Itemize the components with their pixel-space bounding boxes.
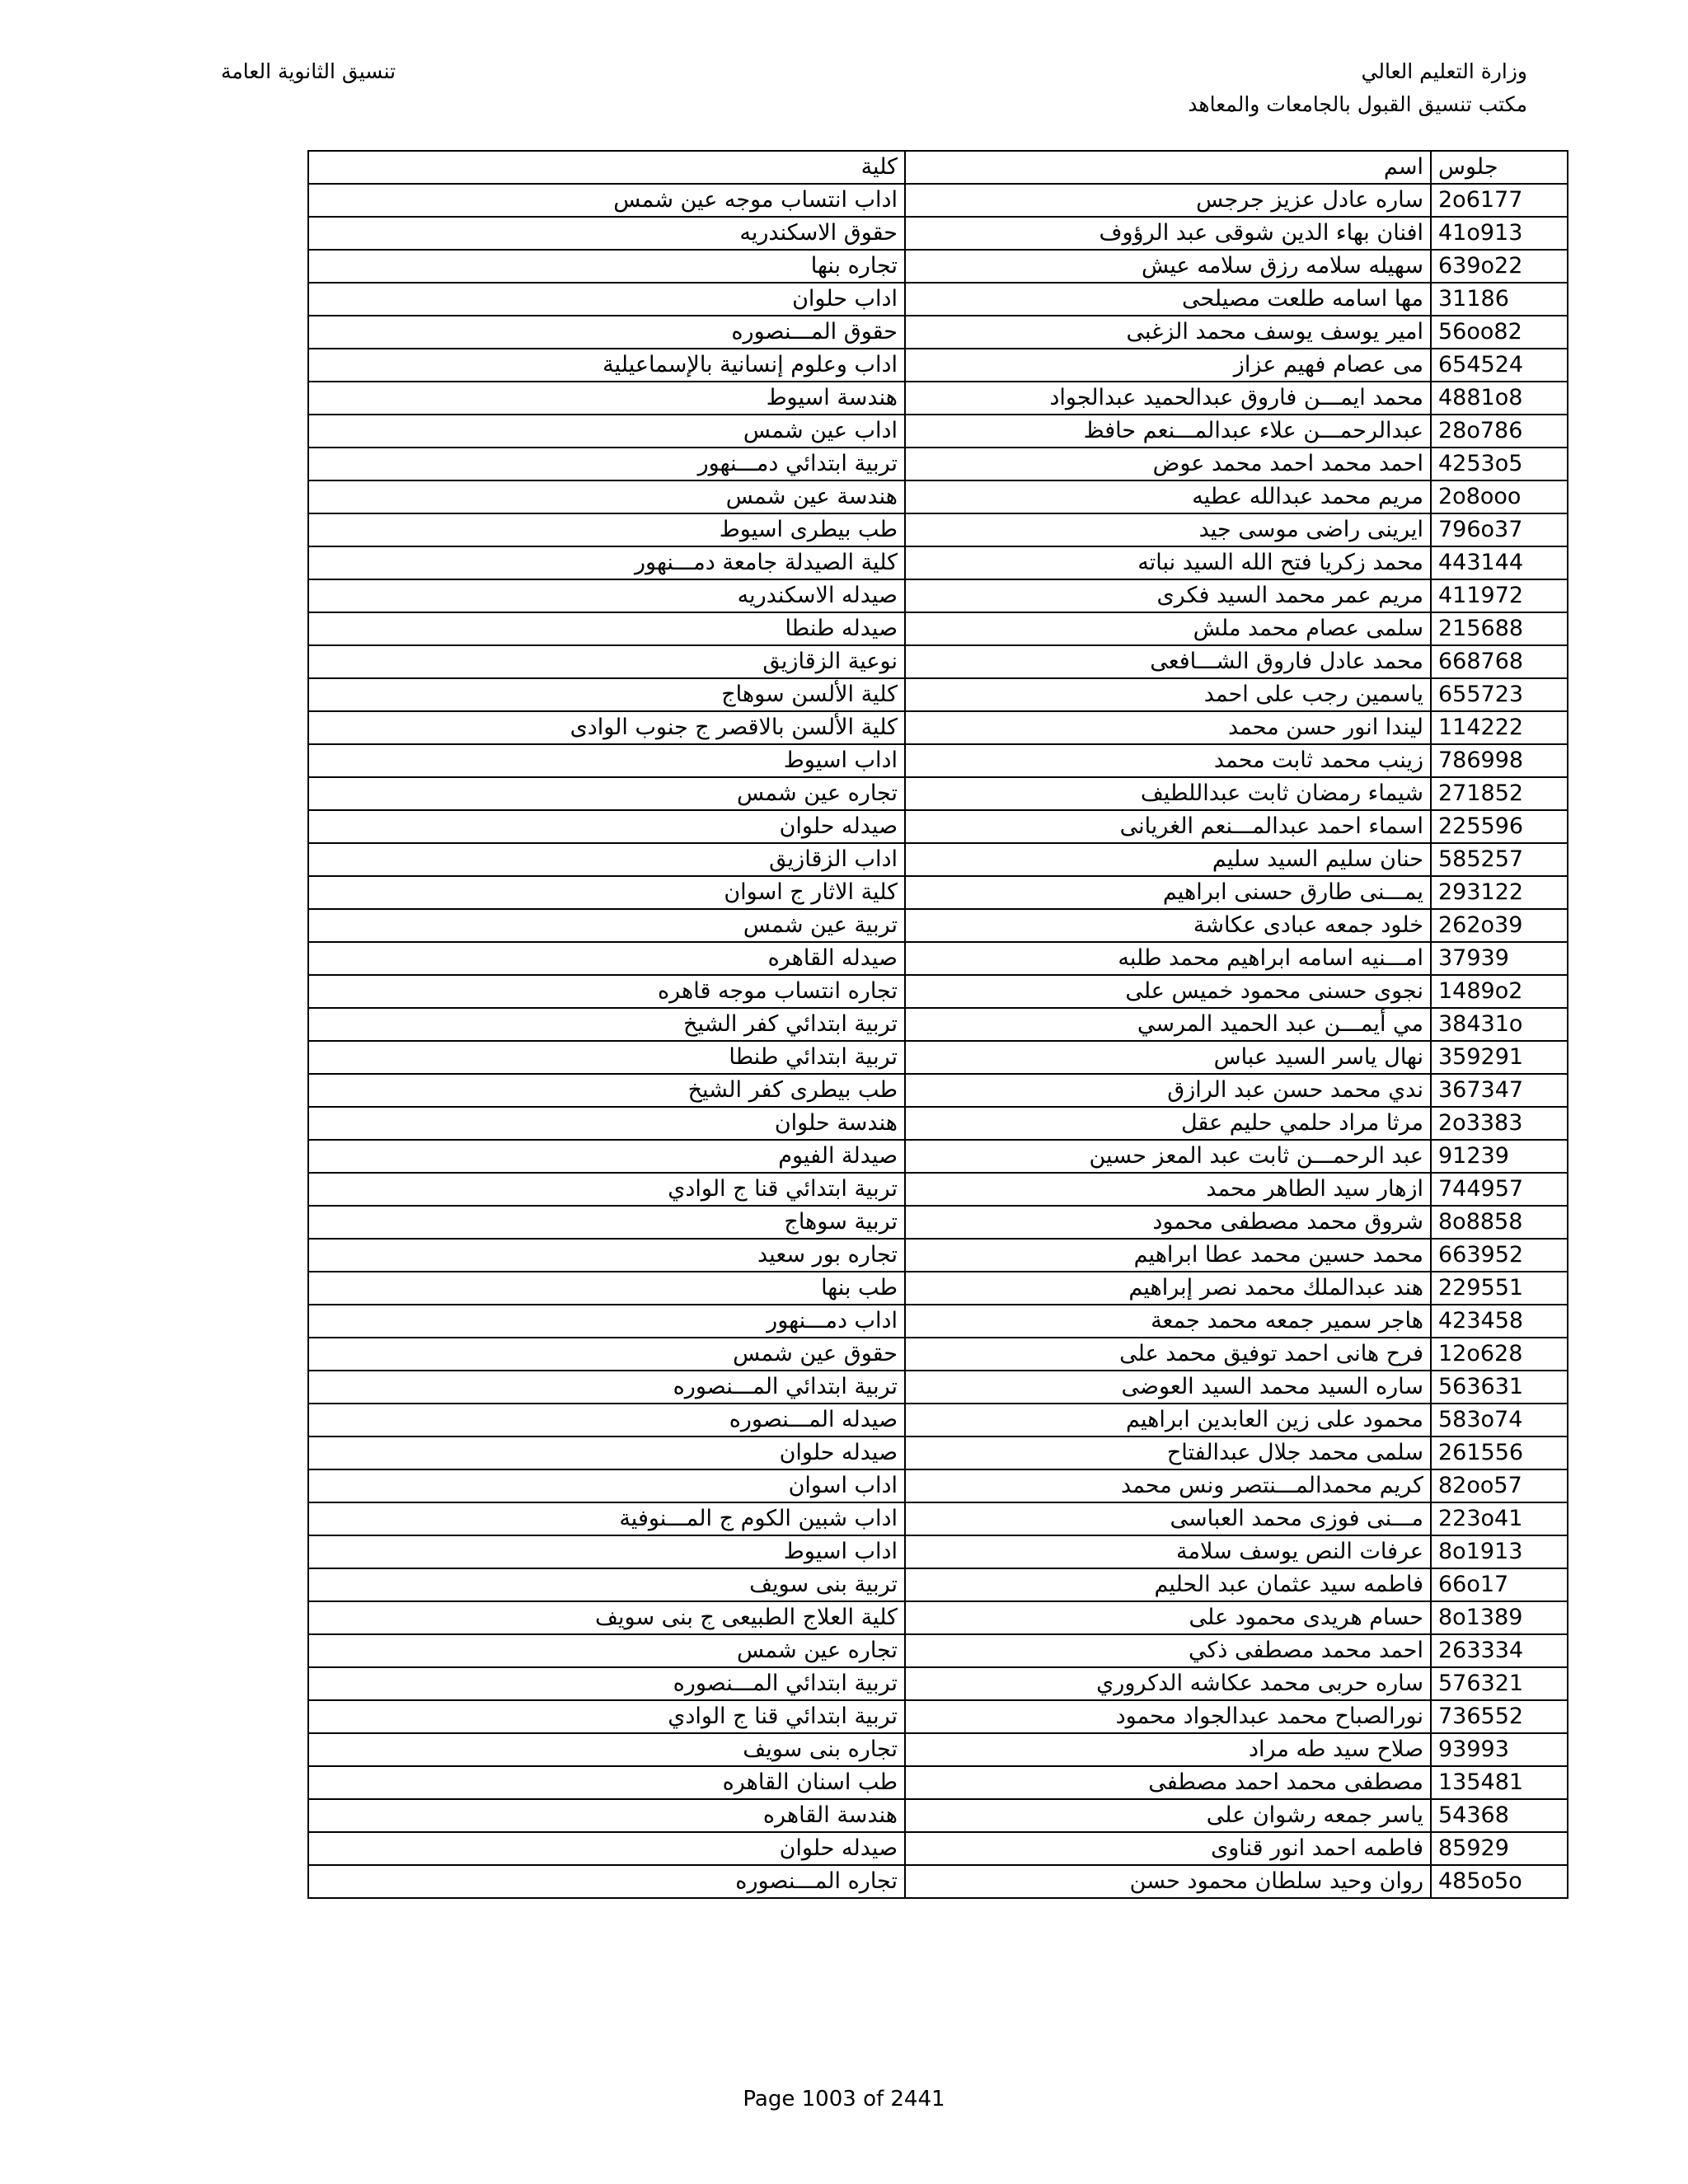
faculty-cell: حقوق عين شمس	[308, 1338, 905, 1371]
faculty-cell: هندسة حلوان	[308, 1107, 905, 1140]
faculty-cell: تربية عين شمس	[308, 909, 905, 942]
table-row	[308, 1305, 1568, 1338]
name-cell: مريم عمر محمد السيد فكرى	[905, 579, 1431, 612]
name-cell: ياسر جمعه رشوان على	[905, 1799, 1431, 1832]
faculty-cell: تربية ابتدائي المـــنصوره	[308, 1667, 905, 1700]
faculty-cell: تجاره بور سعيد	[308, 1239, 905, 1272]
faculty-cell: اداب الزقازيق	[308, 843, 905, 876]
seat-number-cell: 668768	[1431, 645, 1568, 678]
table-row	[308, 975, 1568, 1008]
seat-number-cell: 293122	[1431, 876, 1568, 909]
table-row	[308, 1799, 1568, 1832]
name-cell: هند عبدالملك محمد نصر إبراهيم	[905, 1272, 1431, 1305]
name-cell: حسام هريدى محمود على	[905, 1601, 1431, 1634]
seat-number-cell: 443144	[1431, 546, 1568, 579]
faculty-cell: تجاره بنى سويف	[308, 1733, 905, 1766]
table-row	[308, 1832, 1568, 1865]
name-cell: مـــنى فوزى محمد العباسى	[905, 1502, 1431, 1535]
name-cell: زينب محمد ثابت محمد	[905, 744, 1431, 777]
name-cell: مي أيمـــن عبد الحميد المرسي	[905, 1008, 1431, 1041]
faculty-cell: طب اسنان القاهره	[308, 1766, 905, 1799]
seat-number-cell: 563631	[1431, 1371, 1568, 1404]
faculty-cell: تجاره عين شمس	[308, 777, 905, 810]
table-row	[308, 415, 1568, 448]
seat-number-cell: 4881o8	[1431, 382, 1568, 415]
faculty-cell: صيدله طنطا	[308, 612, 905, 645]
seat-number-cell: 114222	[1431, 711, 1568, 744]
table-row	[308, 250, 1568, 283]
name-cell: هاجر سمير جمعه محمد جمعة	[905, 1305, 1431, 1338]
faculty-cell: تجاره انتساب موجه قاهره	[308, 975, 905, 1008]
faculty-cell: اداب اسيوط	[308, 1535, 905, 1568]
seat-number-cell: 66o17	[1431, 1568, 1568, 1601]
name-cell: عبدالرحمـــن علاء عبدالمـــنعم حافظ	[905, 415, 1431, 448]
table-row	[308, 1436, 1568, 1469]
table-row	[308, 612, 1568, 645]
name-cell: شروق محمد مصطفى محمود	[905, 1206, 1431, 1239]
faculty-cell: اداب وعلوم إنسانية بالإسماعيلية	[308, 349, 905, 382]
seat-number-cell: 91239	[1431, 1140, 1568, 1173]
name-cell: محمود على زين العابدين ابراهيم	[905, 1404, 1431, 1436]
seat-number-cell: 583o74	[1431, 1404, 1568, 1436]
name-cell: احمد محمد مصطفى ذكي	[905, 1634, 1431, 1667]
seat-number-cell: 736552	[1431, 1700, 1568, 1733]
seat-number-cell: 54368	[1431, 1799, 1568, 1832]
ministry-title: وزارة التعليم العالي	[1361, 59, 1527, 83]
name-cell: محمد ايمـــن فاروق عبدالحميد عبدالجواد	[905, 382, 1431, 415]
faculty-cell: صيدله الاسكندريه	[308, 579, 905, 612]
seat-number-cell: 41o913	[1431, 217, 1568, 250]
name-cell: شيماء رمضان ثابت عبداللطيف	[905, 777, 1431, 810]
seat-number-cell: 135481	[1431, 1766, 1568, 1799]
seat-number-cell: 411972	[1431, 579, 1568, 612]
name-cell: افنان بهاء الدين شوقى عبد الرؤوف	[905, 217, 1431, 250]
faculty-cell: صيدله المـــنصوره	[308, 1404, 905, 1436]
name-cell: عرفات النص يوسف سلامة	[905, 1535, 1431, 1568]
faculty-cell: صيدلة الفيوم	[308, 1140, 905, 1173]
faculty-cell: اداب اسيوط	[308, 744, 905, 777]
seat-number-cell: 82oo57	[1431, 1469, 1568, 1502]
faculty-cell: صيدله حلوان	[308, 1436, 905, 1469]
faculty-cell: تربية بنى سويف	[308, 1568, 905, 1601]
table-row	[308, 909, 1568, 942]
table-row	[308, 1074, 1568, 1107]
name-cell: فاطمه سيد عثمان عبد الحليم	[905, 1568, 1431, 1601]
seat-number-cell: 655723	[1431, 678, 1568, 711]
seat-number-cell: 585257	[1431, 843, 1568, 876]
table-row	[308, 579, 1568, 612]
name-cell: محمد زكريا فتح الله السيد نباته	[905, 546, 1431, 579]
table-row	[308, 1239, 1568, 1272]
table-row	[308, 1008, 1568, 1041]
faculty-cell: حقوق الاسكندريه	[308, 217, 905, 250]
name-cell: ساره السيد محمد السيد العوضى	[905, 1371, 1431, 1404]
table-row	[308, 777, 1568, 810]
faculty-cell: كلية العلاج الطبيعى ج بنى سويف	[308, 1601, 905, 1634]
table-row	[308, 678, 1568, 711]
name-cell: امـــنيه اسامه ابراهيم محمد طلبه	[905, 942, 1431, 975]
name-cell: ليندا انور حسن محمد	[905, 711, 1431, 744]
faculty-cell: اداب شبين الكوم ج المـــنوفية	[308, 1502, 905, 1535]
seat-number-cell: 2o3383	[1431, 1107, 1568, 1140]
name-cell: سهيله سلامه رزق سلامه عيش	[905, 250, 1431, 283]
table-row	[308, 283, 1568, 316]
table-row	[308, 1634, 1568, 1667]
header-name: اسم	[905, 151, 1431, 184]
name-cell: كريم محمدالمـــنتصر ونس محمد	[905, 1469, 1431, 1502]
seat-number-cell: 359291	[1431, 1041, 1568, 1074]
name-cell: احمد محمد احمد محمد عوض	[905, 448, 1431, 480]
table-row	[308, 316, 1568, 349]
table-row	[308, 184, 1568, 217]
seat-number-cell: 262o39	[1431, 909, 1568, 942]
table-header-row	[308, 151, 1568, 184]
seat-number-cell: 8o1913	[1431, 1535, 1568, 1568]
seat-number-cell: 229551	[1431, 1272, 1568, 1305]
table-row	[308, 1371, 1568, 1404]
table-row	[308, 1601, 1568, 1634]
seat-number-cell: 93993	[1431, 1733, 1568, 1766]
seat-number-cell: 744957	[1431, 1173, 1568, 1206]
table-row	[308, 1041, 1568, 1074]
faculty-cell: تجاره بنها	[308, 250, 905, 283]
name-cell: صلاح سيد طه مراد	[905, 1733, 1431, 1766]
seat-number-cell: 85929	[1431, 1832, 1568, 1865]
name-cell: حنان سليم السيد سليم	[905, 843, 1431, 876]
table-row	[308, 1404, 1568, 1436]
faculty-cell: اداب دمـــنهور	[308, 1305, 905, 1338]
faculty-cell: كلية الصيدلة جامعة دمـــنهور	[308, 546, 905, 579]
name-cell: مرثا مراد حلمي حليم عقل	[905, 1107, 1431, 1140]
seat-number-cell: 663952	[1431, 1239, 1568, 1272]
table-row	[308, 546, 1568, 579]
seat-number-cell: 37939	[1431, 942, 1568, 975]
seat-number-cell: 263334	[1431, 1634, 1568, 1667]
table-row	[308, 1667, 1568, 1700]
faculty-cell: تربية ابتدائي قنا ج الوادي	[308, 1173, 905, 1206]
table-row	[308, 1700, 1568, 1733]
table-row	[308, 1733, 1568, 1766]
table-row	[308, 1107, 1568, 1140]
faculty-cell: تجاره المـــنصوره	[308, 1865, 905, 1898]
faculty-cell: اداب عين شمس	[308, 415, 905, 448]
faculty-cell: هندسة اسيوط	[308, 382, 905, 415]
name-cell: ياسمين رجب على احمد	[905, 678, 1431, 711]
table-row	[308, 1502, 1568, 1535]
coordination-title: تنسيق الثانوية العامة	[221, 59, 396, 83]
seat-number-cell: 485o5o	[1431, 1865, 1568, 1898]
name-cell: محمد حسين محمد عطا ابراهيم	[905, 1239, 1431, 1272]
faculty-cell: حقوق المـــنصوره	[308, 316, 905, 349]
name-cell: نهال ياسر السيد عباس	[905, 1041, 1431, 1074]
table-row	[308, 1766, 1568, 1799]
name-cell: فاطمه احمد انور قناوى	[905, 1832, 1431, 1865]
seat-number-cell: 796o37	[1431, 513, 1568, 546]
faculty-cell: تربية سوهاج	[308, 1206, 905, 1239]
seat-number-cell: 654524	[1431, 349, 1568, 382]
table-row	[308, 1865, 1568, 1898]
header-seat: جلوس	[1431, 151, 1568, 184]
seat-number-cell: 1489o2	[1431, 975, 1568, 1008]
office-title: مكتب تنسيق القبول بالجامعات والمعاهد	[1188, 92, 1527, 116]
faculty-cell: كلية الألسن بالاقصر ج جنوب الوادى	[308, 711, 905, 744]
faculty-cell: صيدله القاهره	[308, 942, 905, 975]
name-cell: ساره عادل عزيز جرجس	[905, 184, 1431, 217]
seat-number-cell: 56oo82	[1431, 316, 1568, 349]
table-row	[308, 1206, 1568, 1239]
seat-number-cell: 423458	[1431, 1305, 1568, 1338]
name-cell: ايرينى راضى موسى جيد	[905, 513, 1431, 546]
seat-number-cell: 786998	[1431, 744, 1568, 777]
faculty-cell: كلية الاثار ج اسوان	[308, 876, 905, 909]
name-cell: مريم محمد عبدالله عطيه	[905, 480, 1431, 513]
table-row	[308, 349, 1568, 382]
name-cell: عبد الرحمـــن ثابت عبد المعز حسين	[905, 1140, 1431, 1173]
table-row	[308, 1140, 1568, 1173]
faculty-cell: نوعية الزقازيق	[308, 645, 905, 678]
table-row	[308, 1338, 1568, 1371]
name-cell: روان وحيد سلطان محمود حسن	[905, 1865, 1431, 1898]
seat-number-cell: 2o8ooo	[1431, 480, 1568, 513]
name-cell: نورالصباح محمد عبدالجواد محمود	[905, 1700, 1431, 1733]
faculty-cell: تربية ابتدائي طنطا	[308, 1041, 905, 1074]
seat-number-cell: 8o1389	[1431, 1601, 1568, 1634]
faculty-cell: هندسة عين شمس	[308, 480, 905, 513]
seat-number-cell: 271852	[1431, 777, 1568, 810]
table-row	[308, 876, 1568, 909]
table-row	[308, 810, 1568, 843]
table-row	[308, 448, 1568, 480]
faculty-cell: صيدله حلوان	[308, 810, 905, 843]
faculty-cell: تربية ابتدائي كفر الشيخ	[308, 1008, 905, 1041]
faculty-cell: اداب انتساب موجه عين شمس	[308, 184, 905, 217]
name-cell: مصطفى محمد احمد مصطفى	[905, 1766, 1431, 1799]
table-row	[308, 1469, 1568, 1502]
table-row	[308, 1272, 1568, 1305]
table-row	[308, 480, 1568, 513]
table-row	[308, 513, 1568, 546]
seat-number-cell: 8o8858	[1431, 1206, 1568, 1239]
name-cell: محمد عادل فاروق الشـــافعى	[905, 645, 1431, 678]
name-cell: مها اسامه طلعت مصيلحى	[905, 283, 1431, 316]
faculty-cell: تربية ابتدائي قنا ج الوادي	[308, 1700, 905, 1733]
name-cell: نجوى حسنى محمود خميس على	[905, 975, 1431, 1008]
name-cell: ساره حربى محمد عكاشه الدكروري	[905, 1667, 1431, 1700]
name-cell: يمـــنى طارق حسنى ابراهيم	[905, 876, 1431, 909]
faculty-cell: تربية ابتدائي دمـــنهور	[308, 448, 905, 480]
table-row	[308, 645, 1568, 678]
table-row	[308, 744, 1568, 777]
seat-number-cell: 215688	[1431, 612, 1568, 645]
faculty-cell: طب بيطرى اسيوط	[308, 513, 905, 546]
seat-number-cell: 367347	[1431, 1074, 1568, 1107]
name-cell: ازهار سيد الطاهر محمد	[905, 1173, 1431, 1206]
faculty-cell: كلية الألسن سوهاج	[308, 678, 905, 711]
faculty-cell: اداب اسوان	[308, 1469, 905, 1502]
seat-number-cell: 576321	[1431, 1667, 1568, 1700]
seat-number-cell: 225596	[1431, 810, 1568, 843]
seat-number-cell: 12o628	[1431, 1338, 1568, 1371]
table-row	[308, 1568, 1568, 1601]
faculty-cell: تربية ابتدائي المـــنصوره	[308, 1371, 905, 1404]
faculty-cell: اداب حلوان	[308, 283, 905, 316]
seat-number-cell: 223o41	[1431, 1502, 1568, 1535]
name-cell: امير يوسف يوسف محمد الزغبى	[905, 316, 1431, 349]
name-cell: ندي محمد حسن عبد الرازق	[905, 1074, 1431, 1107]
name-cell: اسماء احمد عبدالمـــنعم الغريانى	[905, 810, 1431, 843]
seat-number-cell: 28o786	[1431, 415, 1568, 448]
table-row	[308, 382, 1568, 415]
name-cell: فرح هانى احمد توفيق محمد على	[905, 1338, 1431, 1371]
name-cell: مى عصام فهيم عزاز	[905, 349, 1431, 382]
table-row	[308, 1173, 1568, 1206]
header-faculty: كلية	[308, 151, 905, 184]
table-row	[308, 711, 1568, 744]
seat-number-cell: 2o6177	[1431, 184, 1568, 217]
table-row	[308, 1535, 1568, 1568]
seat-number-cell: 261556	[1431, 1436, 1568, 1469]
results-table	[307, 150, 1568, 1899]
faculty-cell: طب بنها	[308, 1272, 905, 1305]
faculty-cell: هندسة القاهره	[308, 1799, 905, 1832]
name-cell: خلود جمعه عبادى عكاشة	[905, 909, 1431, 942]
faculty-cell: صيدله حلوان	[308, 1832, 905, 1865]
faculty-cell: طب بيطرى كفر الشيخ	[308, 1074, 905, 1107]
table-row	[308, 942, 1568, 975]
seat-number-cell: 4253o5	[1431, 448, 1568, 480]
table-row	[308, 843, 1568, 876]
seat-number-cell: 31186	[1431, 283, 1568, 316]
name-cell: سلمى محمد جلال عبدالفتاح	[905, 1436, 1431, 1469]
faculty-cell: تجاره عين شمس	[308, 1634, 905, 1667]
seat-number-cell: 38431o	[1431, 1008, 1568, 1041]
page-number: Page 1003 of 2441	[743, 2087, 945, 2111]
name-cell: سلمى عصام محمد ملش	[905, 612, 1431, 645]
table-row	[308, 217, 1568, 250]
seat-number-cell: 639o22	[1431, 250, 1568, 283]
